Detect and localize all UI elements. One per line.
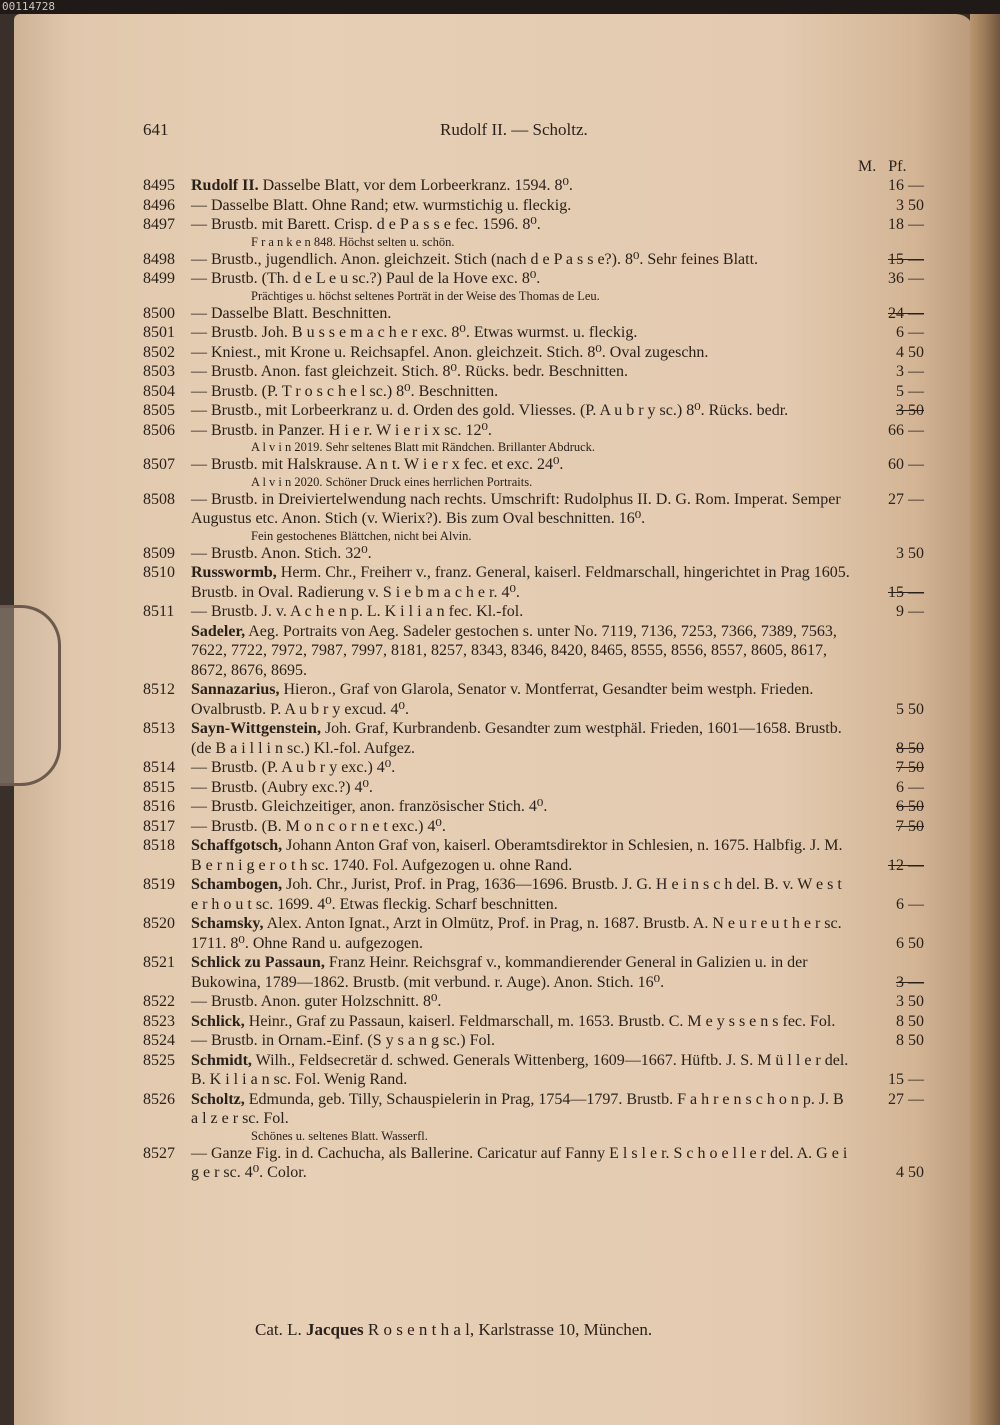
entry-number: 8500 bbox=[143, 304, 175, 322]
entry-name: Russwormb, bbox=[191, 564, 277, 581]
catalog-entry bbox=[0, 1051, 1000, 1090]
entry-price: 4 50 bbox=[896, 343, 924, 361]
entry-text bbox=[191, 1090, 851, 1129]
entry-number: 8526 bbox=[143, 1090, 175, 1108]
entry-price: 4 50 bbox=[896, 1164, 924, 1181]
entry-description: — Brustb. (Th. d e L e u sc.?) Paul de la Hove exc. 8⁰. bbox=[191, 270, 541, 287]
entry-number: 8527 bbox=[143, 1144, 175, 1162]
page-number: 641 bbox=[143, 120, 169, 139]
entry-text bbox=[191, 304, 851, 324]
entry-text bbox=[191, 719, 851, 758]
entry-text bbox=[191, 680, 851, 719]
entry-description: — Kniest., mit Krone u. Reichsapfel. Anon. gleichzeit. Stich. 8⁰. Oval zugeschn. bbox=[191, 343, 709, 361]
entry-text bbox=[191, 875, 851, 914]
catalog-entry bbox=[0, 602, 1000, 622]
entry-price: 6 50 bbox=[896, 934, 924, 952]
catalog-entry bbox=[0, 622, 1000, 681]
entry-text bbox=[191, 914, 851, 953]
catalog-entry bbox=[0, 563, 1000, 602]
catalog-entry bbox=[0, 797, 1000, 817]
catalog-entry bbox=[0, 490, 1000, 544]
entry-text bbox=[191, 602, 851, 622]
entry-price: 16 — bbox=[888, 177, 924, 194]
entry-name: Schamsky, bbox=[191, 915, 264, 932]
entry-price: 18 — bbox=[888, 216, 924, 233]
entry-number: 8511 bbox=[143, 603, 175, 620]
entry-price: 8 50 bbox=[896, 1032, 924, 1049]
entry-description: — Brustb. Anon. Stich. 32⁰. bbox=[191, 544, 372, 562]
catalog-entry bbox=[0, 269, 1000, 304]
entry-number: 8517 bbox=[143, 817, 175, 835]
entry-text bbox=[191, 778, 851, 798]
entry-text bbox=[191, 544, 851, 564]
entry-number: 8495 bbox=[143, 177, 175, 194]
entry-number: 8504 bbox=[143, 382, 175, 400]
entry-text bbox=[191, 323, 851, 343]
entry-description: — Brustb. Joh. B u s s e m a c h e r exc. 8⁰. Etwas wurmst. u. fleckig. bbox=[191, 324, 638, 341]
entry-description: — Brustb. Anon. fast gleichzeit. Stich. 8⁰. Rücks. bedr. Beschnitten. bbox=[191, 363, 629, 380]
catalog-entry bbox=[0, 421, 1000, 456]
entry-text bbox=[191, 758, 851, 778]
entry-description: Joh. Chr., Jurist, Prof. in Prag, 1636—1696. Brustb. J. G. H e i n s c h del. B. v. W e s t e r h o u t sc. 1699. 4⁰. Etwas fleckig. Scharf beschnitten. bbox=[191, 876, 842, 913]
catalog-entry bbox=[0, 343, 1000, 363]
entry-name: Scholtz, bbox=[191, 1090, 245, 1108]
entry-number: 8523 bbox=[143, 1012, 175, 1030]
entry-number: 8520 bbox=[143, 915, 175, 932]
entry-price: 5 — bbox=[896, 382, 924, 400]
entry-number: 8518 bbox=[143, 837, 175, 854]
entry-number: 8513 bbox=[143, 720, 175, 737]
entry-price: 6 50 bbox=[896, 798, 924, 815]
entry-note: F r a n k e n 848. Höchst selten u. schön. bbox=[251, 234, 455, 249]
catalog-entry bbox=[0, 1012, 1000, 1032]
entry-note: A l v i n 2019. Sehr seltenes Blatt mit Rändchen. Brillanter Abdruck. bbox=[251, 440, 596, 454]
catalog-entry bbox=[0, 875, 1000, 914]
entry-number: 8497 bbox=[143, 216, 175, 233]
entry-text bbox=[191, 196, 851, 216]
entry-price: 7 50 bbox=[896, 817, 924, 835]
entry-description: — Brustb. (P. T r o s c h e l sc.) 8⁰. Beschnitten. bbox=[191, 382, 499, 400]
entry-number: 8498 bbox=[143, 250, 175, 268]
catalog-entry bbox=[0, 196, 1000, 216]
entry-number: 8514 bbox=[143, 759, 175, 776]
entry-price: 9 — bbox=[896, 603, 924, 620]
entry-description: Aeg. Portraits von Aeg. Sadeler gestochen s. unter No. 7119, 7136, 7253, 7366, 7389, 7563, 7622, 7722, 7972, 7987, 7997, 8181, 8257, 8343, 8346, 8420, 8465, 8555, 8556, 8557, 8605, 8617, 8672, 8676, 8695. bbox=[191, 622, 837, 679]
entry-price: 15 — bbox=[888, 583, 924, 601]
entry-number: 8512 bbox=[143, 681, 175, 698]
entry-description: — Brustb. (P. A u b r y exc.) 4⁰. bbox=[191, 759, 396, 776]
entry-description: — Dasselbe Blatt. Beschnitten. bbox=[191, 304, 392, 322]
entry-price: 3 50 bbox=[896, 196, 924, 214]
entry-name: Schambogen, bbox=[191, 876, 283, 893]
catalog-entry bbox=[0, 836, 1000, 875]
catalog-entry bbox=[0, 382, 1000, 402]
entry-price: 12 — bbox=[888, 856, 924, 874]
entry-price: 6 — bbox=[896, 778, 924, 796]
entry-number: 8503 bbox=[143, 363, 175, 380]
entry-price: 27 — bbox=[888, 1090, 924, 1108]
entry-text bbox=[191, 176, 851, 196]
entry-price: 3 — bbox=[896, 973, 924, 991]
entry-note: A l v i n 2020. Schöner Druck eines herrlichen Portraits. bbox=[251, 474, 533, 489]
entry-number: 8519 bbox=[143, 876, 175, 893]
entry-number: 8508 bbox=[143, 490, 175, 508]
price-column-header: M. Pf. bbox=[858, 158, 907, 175]
catalog-entry bbox=[0, 680, 1000, 719]
entry-price: 3 50 bbox=[896, 402, 924, 419]
entry-text bbox=[191, 797, 851, 817]
entry-number: 8502 bbox=[143, 343, 175, 361]
entry-price: 36 — bbox=[888, 270, 924, 287]
entry-text bbox=[191, 1144, 851, 1183]
entry-number: 8499 bbox=[143, 270, 175, 287]
entry-price: 6 — bbox=[896, 324, 924, 341]
entry-name: Schlick zu Passaun, bbox=[191, 954, 325, 971]
catalog-entry bbox=[0, 1090, 1000, 1144]
catalog-entry bbox=[0, 719, 1000, 758]
entry-text bbox=[191, 1051, 851, 1090]
entry-name: Sayn-Wittgenstein, bbox=[191, 720, 321, 737]
catalog-entry bbox=[0, 817, 1000, 837]
entry-text bbox=[191, 382, 851, 402]
entry-name: Sadeler, bbox=[191, 622, 246, 640]
entry-text bbox=[191, 215, 851, 235]
entry-description: — Brustb. (Aubry exc.?) 4⁰. bbox=[191, 778, 373, 796]
entry-price: 3 — bbox=[896, 363, 924, 380]
footer-name: Jacques bbox=[306, 1320, 364, 1339]
catalog-entry bbox=[0, 362, 1000, 382]
entry-number: 8496 bbox=[143, 196, 175, 214]
entry-number: 8525 bbox=[143, 1051, 175, 1069]
entry-number: 8521 bbox=[143, 954, 175, 971]
entry-price: 3 50 bbox=[896, 993, 924, 1010]
entry-number: 8501 bbox=[143, 324, 175, 341]
entry-name: Schaffgotsch, bbox=[191, 837, 283, 854]
entry-number: 8524 bbox=[143, 1032, 175, 1049]
entry-text bbox=[191, 250, 851, 270]
entry-description: Edmunda, geb. Tilly, Schauspielerin in Prag, 1754—1797. Brustb. F a h r e n s c h o n p. J. B a l z e r sc. Fol. bbox=[191, 1090, 844, 1127]
catalog-entry bbox=[0, 455, 1000, 490]
entry-description: — Brustb. in Ornam.-Einf. (S y s a n g sc.) Fol. bbox=[191, 1032, 495, 1049]
catalog-entry bbox=[0, 304, 1000, 324]
entry-number: 8522 bbox=[143, 993, 175, 1010]
entry-text bbox=[191, 269, 851, 289]
catalog-entry bbox=[0, 758, 1000, 778]
catalog-entry bbox=[0, 250, 1000, 270]
entry-description: — Brustb. mit Halskrause. A n t. W i e r x fec. et exc. 24⁰. bbox=[191, 456, 564, 473]
entry-price: 8 50 bbox=[896, 1012, 924, 1030]
catalog-entry bbox=[0, 215, 1000, 250]
entry-note: Fein gestochenes Blättchen, nicht bei Alvin. bbox=[251, 528, 472, 543]
entry-price: 8 50 bbox=[896, 739, 924, 757]
catalog-entries bbox=[0, 176, 1000, 1183]
entry-price: 15 — bbox=[888, 250, 924, 268]
catalog-entry bbox=[0, 778, 1000, 798]
entry-price: 3 50 bbox=[896, 544, 924, 562]
catalog-entry bbox=[0, 323, 1000, 343]
scan-label: 00114728 bbox=[0, 0, 1000, 14]
entry-price: 5 50 bbox=[896, 700, 924, 718]
entry-price: 27 — bbox=[888, 490, 924, 508]
entry-description: — Ganze Fig. in d. Cachucha, als Ballerine. Caricatur auf Fanny E l s l e r. S c h o e l l e r del. A. G e i g e r sc. 4⁰. Color. bbox=[191, 1144, 848, 1181]
page-header bbox=[0, 120, 1000, 142]
entry-description: Alex. Anton Ignat., Arzt in Olmütz, Prof. in Prag, n. 1687. Brustb. A. N e u r e u t h e r sc. 1711. 8⁰. Ohne Rand u. aufgezogen. bbox=[191, 915, 842, 952]
entry-description: — Brustb., jugendlich. Anon. gleichzeit. Stich (nach d e P a s s e?). 8⁰. Sehr feines Blatt. bbox=[191, 250, 759, 268]
catalog-entry bbox=[0, 401, 1000, 421]
footer-prefix: Cat. L. bbox=[255, 1320, 306, 1339]
entry-description: — Brustb. Anon. guter Holzschnitt. 8⁰. bbox=[191, 993, 442, 1010]
entry-number: 8506 bbox=[143, 421, 175, 439]
entry-name: Rudolf II. bbox=[191, 177, 259, 194]
entry-note: Schönes u. seltenes Blatt. Wasserfl. bbox=[251, 1128, 428, 1143]
entry-number: 8509 bbox=[143, 544, 175, 562]
entry-description: — Brustb. mit Barett. Crisp. d e P a s s e fec. 1596. 8⁰. bbox=[191, 216, 541, 233]
entry-description: Hieron., Graf von Glarola, Senator v. Montferrat, Gesandter beim westph. Frieden. Ovalbrustb. P. A u b r y excud. 4⁰. bbox=[191, 681, 814, 718]
entry-text bbox=[191, 455, 851, 475]
entry-text bbox=[191, 490, 851, 529]
entry-text bbox=[191, 401, 851, 421]
entry-note: Prächtiges u. höchst seltenes Porträt in der Weise des Thomas de Leu. bbox=[251, 288, 600, 303]
catalog-entry bbox=[0, 953, 1000, 992]
entry-number: 8516 bbox=[143, 798, 175, 815]
entry-name: Schmidt, bbox=[191, 1051, 252, 1069]
entry-description: — Brustb., mit Lorbeerkranz u. d. Orden des gold. Vliesses. (P. A u b r y sc.) 8⁰. Rücks. bedr. bbox=[191, 402, 789, 419]
entry-description: — Dasselbe Blatt. Ohne Rand; etw. wurmstichig u. fleckig. bbox=[191, 196, 572, 214]
catalog-entry bbox=[0, 544, 1000, 564]
catalog-entry bbox=[0, 914, 1000, 953]
entry-text bbox=[191, 563, 851, 602]
entry-text bbox=[191, 362, 851, 382]
entry-number: 8510 bbox=[143, 564, 175, 581]
entry-name: Sannazarius, bbox=[191, 681, 280, 698]
entry-number: 8507 bbox=[143, 456, 175, 473]
catalog-entry bbox=[0, 1031, 1000, 1051]
entry-text bbox=[191, 953, 851, 992]
entry-number: 8505 bbox=[143, 402, 175, 419]
entry-description: Dasselbe Blatt, vor dem Lorbeerkranz. 1594. 8⁰. bbox=[258, 177, 573, 194]
entry-description: — Brustb. Gleichzeitiger, anon. französischer Stich. 4⁰. bbox=[191, 798, 548, 815]
entry-description: Johann Anton Graf von, kaiserl. Oberamtsdirektor in Schlesien, n. 1675. Halbfig. J. M. B e r n i g e r o t h sc. 1740. Fol. Aufgezogen u. ohne Rand. bbox=[191, 837, 843, 874]
entry-price: 66 — bbox=[888, 421, 924, 439]
entry-price: 7 50 bbox=[896, 759, 924, 776]
entry-name: Schlick, bbox=[191, 1012, 245, 1030]
entry-price: 6 — bbox=[896, 895, 924, 913]
entry-text bbox=[191, 622, 851, 681]
catalog-entry bbox=[0, 1144, 1000, 1183]
entry-price: 60 — bbox=[888, 456, 924, 473]
page-title: Rudolf II. — Scholtz. bbox=[440, 120, 588, 139]
entry-description: — Brustb. in Dreiviertelwendung nach rechts. Umschrift: Rudolphus II. D. G. Rom. Imperat. Semper Augustus etc. Anon. Stich (v. Wierix?). Bis zum Oval beschnitten. 16⁰. bbox=[191, 490, 841, 527]
page-footer bbox=[255, 1320, 652, 1340]
entry-text bbox=[191, 817, 851, 837]
entry-text bbox=[191, 836, 851, 875]
entry-text bbox=[191, 1012, 851, 1032]
entry-text bbox=[191, 343, 851, 363]
entry-text bbox=[191, 421, 851, 441]
entry-description: — Brustb. J. v. A c h e n p. L. K i l i a n fec. Kl.-fol. bbox=[191, 603, 524, 620]
entry-description: Herm. Chr., Freiherr v., franz. General, kaiserl. Feldmarschall, hingerichtet in Prag 1605. Brustb. in Oval. Radierung v. S i e b m a c h e r. 4⁰. bbox=[191, 564, 850, 601]
entry-description: — Brustb. (B. M o n c o r n e t exc.) 4⁰. bbox=[191, 817, 446, 835]
entry-description: — Brustb. in Panzer. H i e r. W i e r i x sc. 12⁰. bbox=[191, 421, 492, 439]
entry-price: 15 — bbox=[888, 1071, 924, 1088]
entry-text bbox=[191, 992, 851, 1012]
catalog-entry bbox=[0, 992, 1000, 1012]
footer-address: R o s e n t h a l, Karlstrasse 10, München. bbox=[363, 1320, 653, 1339]
entry-description: Franz Heinr. Reichsgraf v., kommandierender General in Galizien u. in der Bukowina, 1789—1862. Brustb. (mit verbund. r. Auge). Anon. Stich. 16⁰. bbox=[191, 954, 808, 991]
entry-description: Joh. Graf, Kurbrandenb. Gesandter zum westphäl. Frieden, 1601—1658. Brustb. (de B a i l l i n sc.) Kl.-fol. Aufgez. bbox=[191, 720, 842, 757]
entry-number: 8515 bbox=[143, 778, 175, 796]
entry-text bbox=[191, 1031, 851, 1051]
entry-description: Heinr., Graf zu Passaun, kaiserl. Feldmarschall, m. 1653. Brustb. C. M e y s s e n s fec. Fol. bbox=[244, 1012, 836, 1030]
entry-description: Wilh., Feldsecretär d. schwed. Generals Wittenberg, 1609—1667. Hüftb. J. S. M ü l l e r del. B. K i l i a n sc. Fol. Wenig Rand. bbox=[191, 1051, 849, 1088]
entry-price: 24 — bbox=[888, 304, 924, 322]
catalog-entry bbox=[0, 176, 1000, 196]
